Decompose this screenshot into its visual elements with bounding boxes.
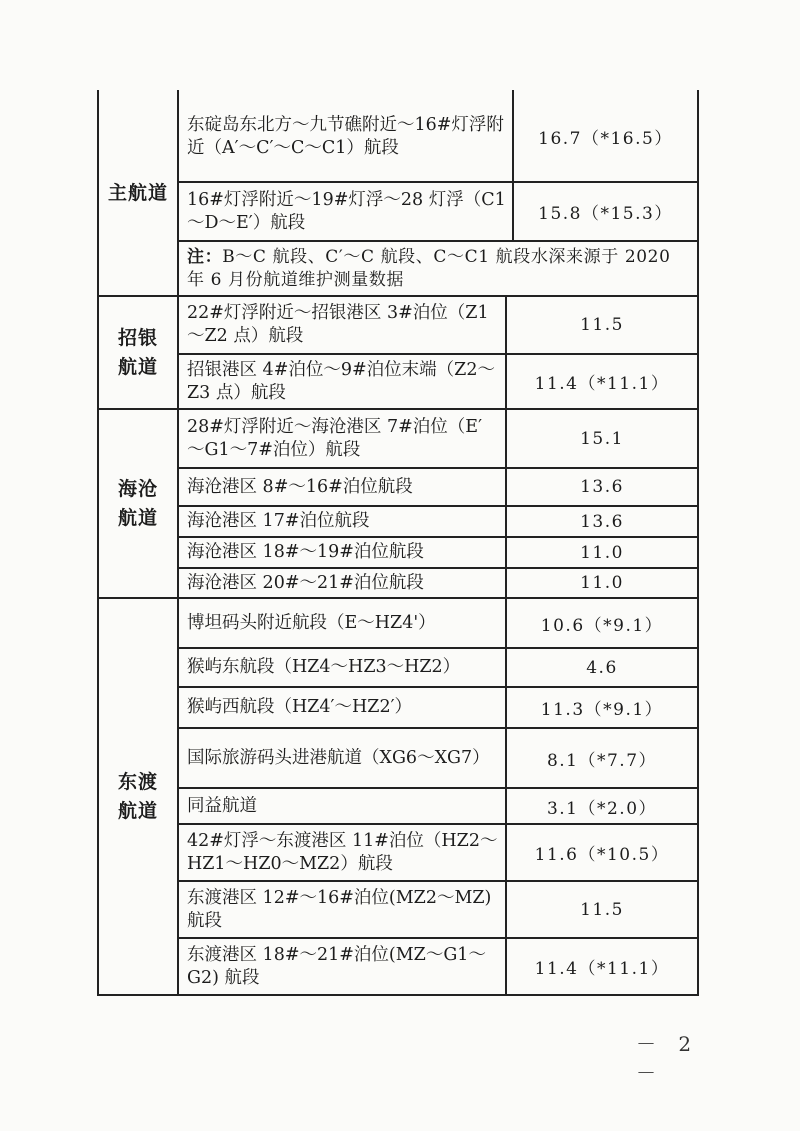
table-row-segment: 东渡港区 12#～16#泊位(MZ2～MZ) 航段: [187, 887, 492, 931]
table-row-depth: 11.0: [580, 542, 624, 563]
table-row-depth: 11.6（*10.5）: [534, 845, 670, 865]
group-main-channel: [99, 92, 177, 295]
table-row-depth: 13.6: [580, 511, 624, 532]
group-label: 海沧 航道: [117, 477, 158, 529]
table-row-segment: 国际旅游码头进港航道（XG6～XG7）: [187, 747, 490, 768]
group-zhaoyin-channel: [99, 297, 177, 408]
table-row-segment: 猴屿东航段（HZ4～HZ3～HZ2）: [187, 657, 461, 677]
table-row-segment: 博坦码头附近航段（E～HZ4'）: [187, 612, 436, 633]
table-row-depth: 13.6: [580, 477, 624, 497]
table-row-segment: 42#灯浮～东渡港区 11#泊位（HZ2～HZ1～HZ0～MZ2）航段: [187, 830, 498, 874]
table-row-depth: 11.4（*11.1）: [534, 959, 670, 979]
note-text: B～C 航段、C′～C 航段、C～C1 航段水深来源于 2020 年 6 月份航道维护测量数据: [187, 246, 671, 290]
table-note: [179, 242, 697, 295]
table-row-segment: 16#灯浮附近～19#灯浮～28 灯浮（C1～D～E′）航段: [187, 189, 506, 233]
table-row-segment: 28#灯浮附近～海沧港区 7#泊位（E′～G1～7#泊位）航段: [187, 416, 483, 460]
group-label: 东渡 航道: [117, 770, 158, 822]
table-row-segment: 招银港区 4#泊位～9#泊位末端（Z2～Z3 点）航段: [187, 359, 495, 403]
table-row-depth: 15.1: [580, 428, 624, 449]
table-row-segment: 东碇岛东北方～九节礁附近～16#灯浮附近（A′～C′～C～C1）航段: [187, 114, 504, 158]
table-row-segment: 海沧港区 17#泊位航段: [187, 511, 370, 531]
table-row-depth: 10.6（*9.1）: [540, 615, 664, 636]
group-haicang-channel: [99, 410, 177, 597]
group-label: 招银 航道: [117, 326, 158, 378]
table-row-segment: 东渡港区 18#～21#泊位(MZ～G1～G2) 航段: [187, 944, 486, 988]
table-row-depth: 11.3（*9.1）: [540, 700, 664, 720]
table-row-segment: 海沧港区 8#～16#泊位航段: [187, 476, 413, 497]
group-label: 主航道: [107, 182, 168, 204]
page-number: － 2 －: [636, 1032, 700, 1085]
table-row-segment: 22#灯浮附近～招银港区 3#泊位（Z1～Z2 点）航段: [187, 303, 489, 346]
table-row-depth: 11.5: [580, 899, 624, 920]
table-row-depth: 4.6: [586, 657, 618, 678]
table-row-depth: 11.4（*11.1）: [534, 374, 670, 394]
table-border-bottom: [97, 994, 699, 996]
table-row-depth: 16.7（*16.5）: [538, 129, 673, 149]
table-row-depth: 15.8（*15.3）: [538, 204, 673, 224]
table-row-segment: 同益航道: [187, 795, 257, 816]
table-row-segment: 海沧港区 18#～19#泊位航段: [187, 542, 424, 562]
table-row-depth: 11.0: [580, 573, 624, 593]
table-row-depth: 3.1（*2.0）: [546, 798, 658, 819]
table-row-depth: 11.5: [580, 315, 624, 335]
group-dongdu-channel: [99, 599, 177, 994]
table-border-right: [697, 90, 699, 996]
note-label: 注：: [187, 246, 223, 267]
table-row-segment: 海沧港区 20#～21#泊位航段: [187, 572, 424, 593]
table-row-segment: 猴屿西航段（HZ4′～HZ2′）: [187, 697, 413, 717]
table-row-depth: 8.1（*7.7）: [546, 750, 658, 771]
